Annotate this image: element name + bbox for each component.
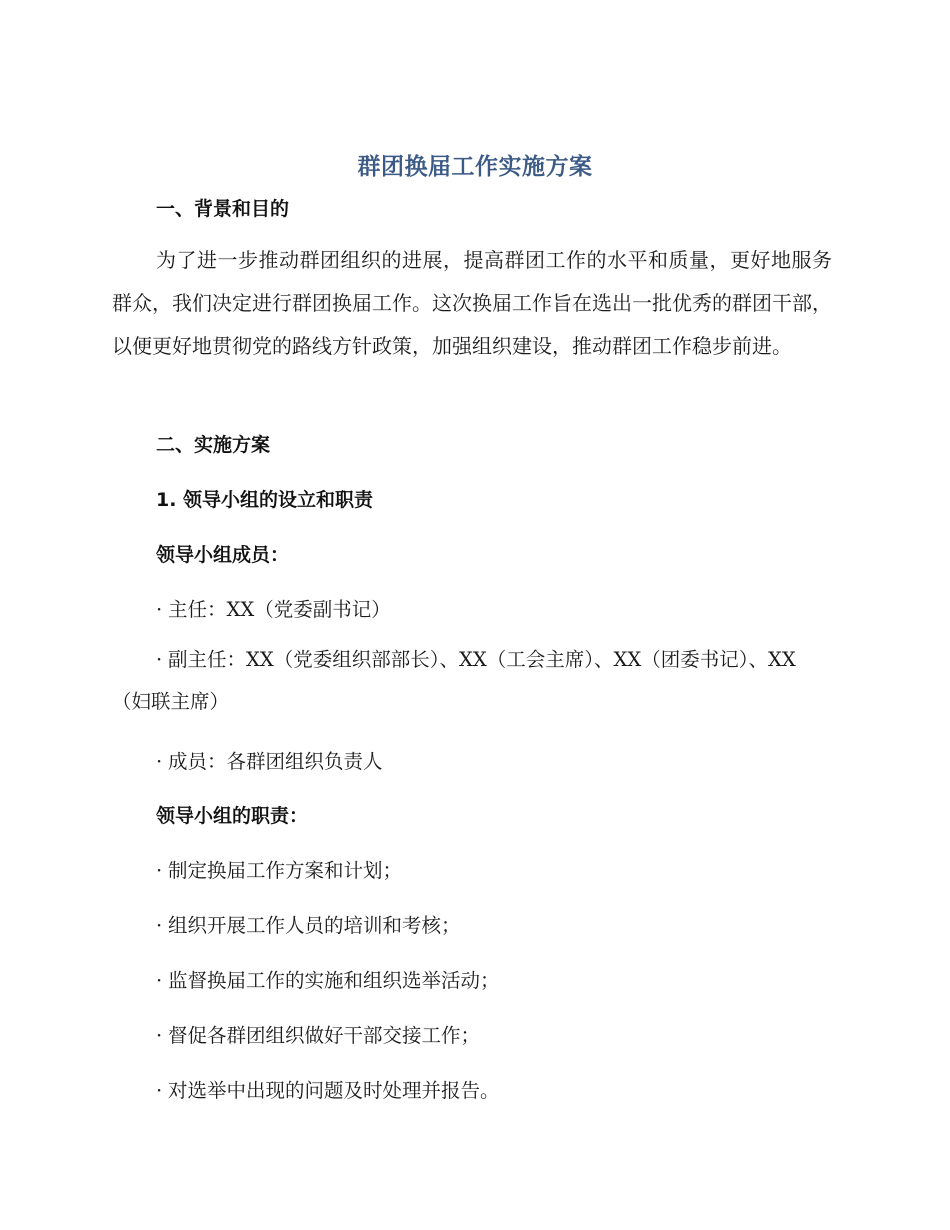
- bullet-dot-icon: ·: [156, 750, 163, 773]
- list-item: [156, 1020, 480, 1048]
- duty-item: 组织开展工作人员的培训和考核；: [168, 914, 461, 937]
- duty-item: 制定换届工作方案和计划；: [168, 859, 403, 882]
- list-item: [156, 594, 391, 622]
- members-heading: 领导小组成员：: [156, 544, 290, 566]
- bullet-dot-icon: ·: [156, 648, 163, 671]
- duties-heading: 领导小组的职责：: [156, 805, 309, 827]
- section-heading-plan: 二、实施方案: [156, 434, 271, 456]
- subsection-heading-leadership: 1. 领导小组的设立和职责: [156, 489, 374, 511]
- section-heading-background: 一、背景和目的: [156, 198, 290, 220]
- background-paragraph: 为了进一步推动群团组织的进展，提高群团工作的水平和质量，更好地服务群众，我们决定进行群团换届工作。这次换届工作旨在选出一批优秀的群团干部，以便更好地贯彻党的路线方针政策，加强组织建设，推动群团工作稳步前进。: [112, 248, 832, 358]
- bullet-dot-icon: ·: [156, 914, 163, 937]
- list-item: [112, 639, 832, 723]
- bullet-dot-icon: ·: [156, 1079, 163, 1102]
- member-deputy-directors: 副主任：XX（党委组织部部长）、XX（工会主席）、XX（团委书记）、XX（妇联主席）: [112, 648, 796, 713]
- duty-item: 对选举中出现的问题及时处理并报告。: [168, 1079, 500, 1102]
- list-item: [156, 965, 500, 993]
- document-title: 群团换届工作实施方案: [357, 154, 593, 180]
- bullet-dot-icon: ·: [156, 598, 163, 621]
- bullet-dot-icon: ·: [156, 969, 163, 992]
- bullet-dot-icon: ·: [156, 859, 163, 882]
- member-director: 主任：XX（党委副书记）: [168, 598, 391, 621]
- duty-item: 督促各群团组织做好干部交接工作；: [168, 1024, 481, 1047]
- list-item: [156, 910, 461, 938]
- member-members: 成员：各群团组织负责人: [168, 750, 383, 773]
- list-item: [156, 746, 383, 774]
- list-item: [156, 855, 402, 883]
- duty-item: 监督换届工作的实施和组织选举活动；: [168, 969, 500, 992]
- bullet-dot-icon: ·: [156, 1024, 163, 1047]
- list-item: [156, 1075, 500, 1103]
